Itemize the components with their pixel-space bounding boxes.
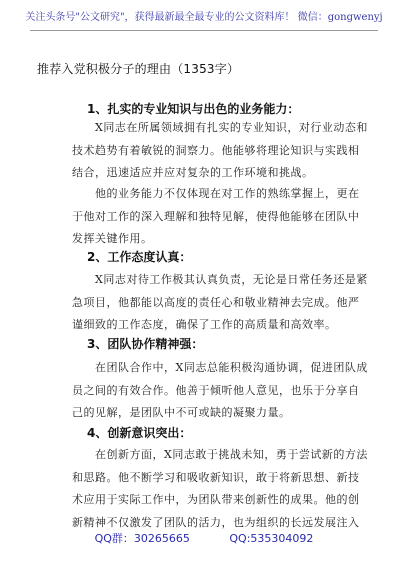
text-line: 急项目，他都能以高度的责任心和敬业精神去完成。他严 bbox=[72, 295, 360, 309]
text-line: 和思路。他不断学习和吸收新知识，敢于将新思想、新技 bbox=[72, 470, 360, 484]
text-line: 员之间的有效合作。他善于倾听他人意见，也乐于分享自 bbox=[72, 383, 360, 397]
section-heading-4: 4、创新意识突出： bbox=[87, 426, 192, 440]
header-divider bbox=[30, 30, 378, 31]
section-3-paragraph-1 bbox=[72, 357, 374, 425]
text-line: 谨细致的工作态度，确保了工作的高质量和高效率。 bbox=[72, 318, 337, 331]
section-heading-1: 1、扎实的专业知识与出色的业务能力： bbox=[87, 102, 300, 116]
text-line: 在团队合作中，X同志总能积极沟通协调，促进团队成 bbox=[95, 361, 368, 374]
text-line: 术应用于实际工作中，为团队带来创新性的成果。他的创 bbox=[72, 493, 360, 506]
page-footer bbox=[0, 530, 408, 546]
text-line: X同志在所属领域拥有扎实的专业知识，对行业动态和 bbox=[95, 121, 368, 134]
section-2-paragraph-1 bbox=[72, 269, 374, 337]
document-title: 推荐入党积极分子的理由（1353字） bbox=[37, 62, 240, 76]
text-line: 新精神不仅激发了团队的活力，也为组织的长远发展注入 bbox=[72, 515, 360, 529]
section-4-paragraph-1 bbox=[72, 444, 374, 534]
section-heading-3: 3、团队协作精神强： bbox=[87, 337, 204, 351]
text-line: 他的业务能力不仅体现在对工作的熟练掌握上，更在 bbox=[95, 187, 360, 200]
text-line: 己的见解，是团队中不可或缺的凝聚力量。 bbox=[72, 406, 291, 419]
header-note: 关注头条号"公文研究"，获得最新最全最专业的公文资料库！ 微信：gongwenyj bbox=[25, 12, 383, 23]
qq-group-text: QQ群：30265665 bbox=[94, 532, 190, 545]
text-line: X同志对待工作极其认真负责，无论是日常任务还是紧 bbox=[95, 273, 368, 286]
text-line: 技术趋势有着敏锐的洞察力。他能够将理论知识与实践相 bbox=[72, 143, 360, 157]
text-line: 于他对工作的深入理解和独特见解，使得他能够在团队中 bbox=[72, 209, 360, 223]
qq-contact-text: QQ:535304092 bbox=[229, 532, 314, 545]
text-line: 在创新方面，X同志敢于挑战未知，勇于尝试新的方法 bbox=[95, 448, 368, 461]
text-line: 结合，迅速适应并应对复杂的工作环境和挑战。 bbox=[72, 166, 314, 179]
section-1-paragraph-1 bbox=[72, 117, 374, 185]
section-1-paragraph-2 bbox=[72, 183, 374, 251]
section-heading-2: 2、工作态度认真： bbox=[87, 250, 192, 264]
text-line: 发挥关键作用。 bbox=[72, 232, 153, 245]
